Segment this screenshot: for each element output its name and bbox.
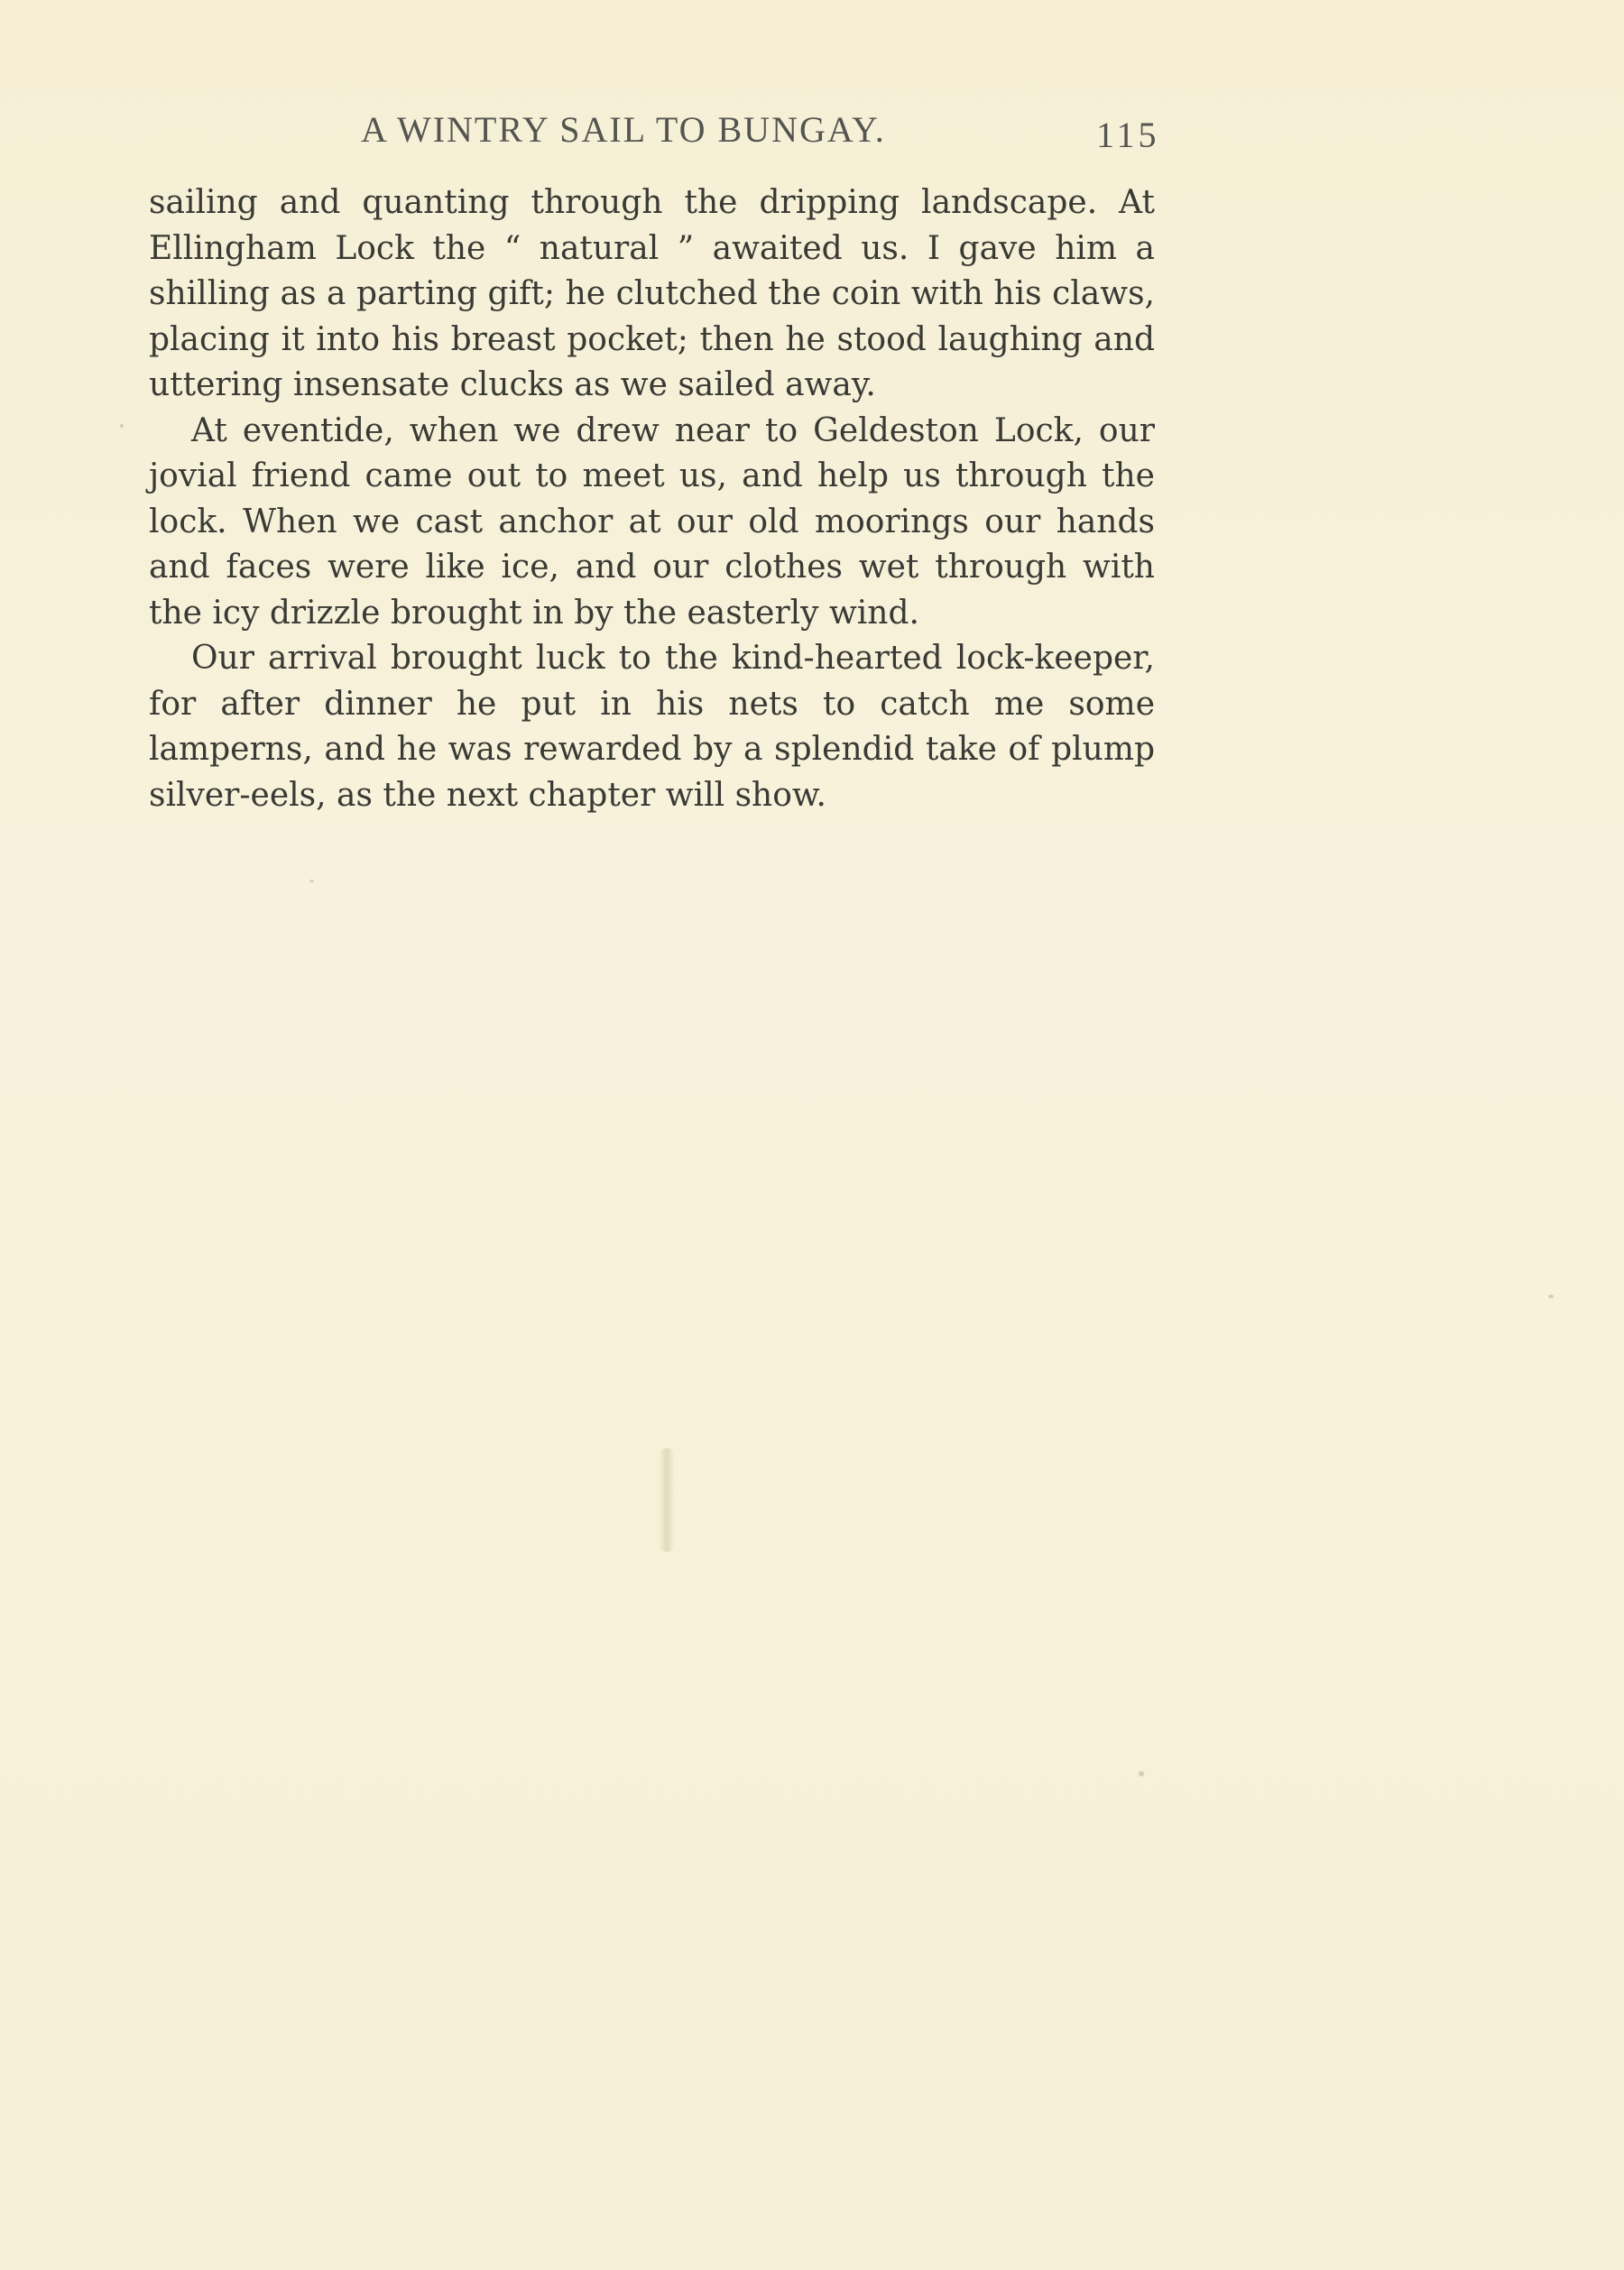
paper-speck [120,424,124,428]
running-head [361,108,1173,162]
body-text [149,180,1155,818]
paragraph-eventide: At eventide, when we drew near to Geldeston Lock, our jovial friend came out to meet us, and help us through the lock. When we cast anchor at our old moorings our hands and faces were like ice, and our clothes wet through with the icy drizzle brought in by the easterly wind. [149,411,1155,632]
paper-stain [659,1448,675,1552]
paragraph-continued: sailing and quanting through the dripping landscape. At Ellingham Lock the “ natural ” awaited us. I gave him a shilling as a parting gift; he clutched the coin with his claws, placing it into his breast pocket; then he stood laughing and uttering insensate clucks as we sailed away. [149,184,1155,403]
paper-speck [1548,1295,1554,1298]
paper-speck [1139,1771,1144,1776]
paper-speck [309,880,314,882]
paragraph-arrival: Our arrival brought luck to the kind-hearted lock-keeper, for after dinner he put in his nets to catch me some lamperns, and he was rewarded by a splendid take of plump silver-eels, as the next chapter will show. [149,640,1155,814]
page-number: 115 [1096,115,1160,155]
running-title: A WINTRY SAIL TO BUNGAY. [361,109,886,150]
